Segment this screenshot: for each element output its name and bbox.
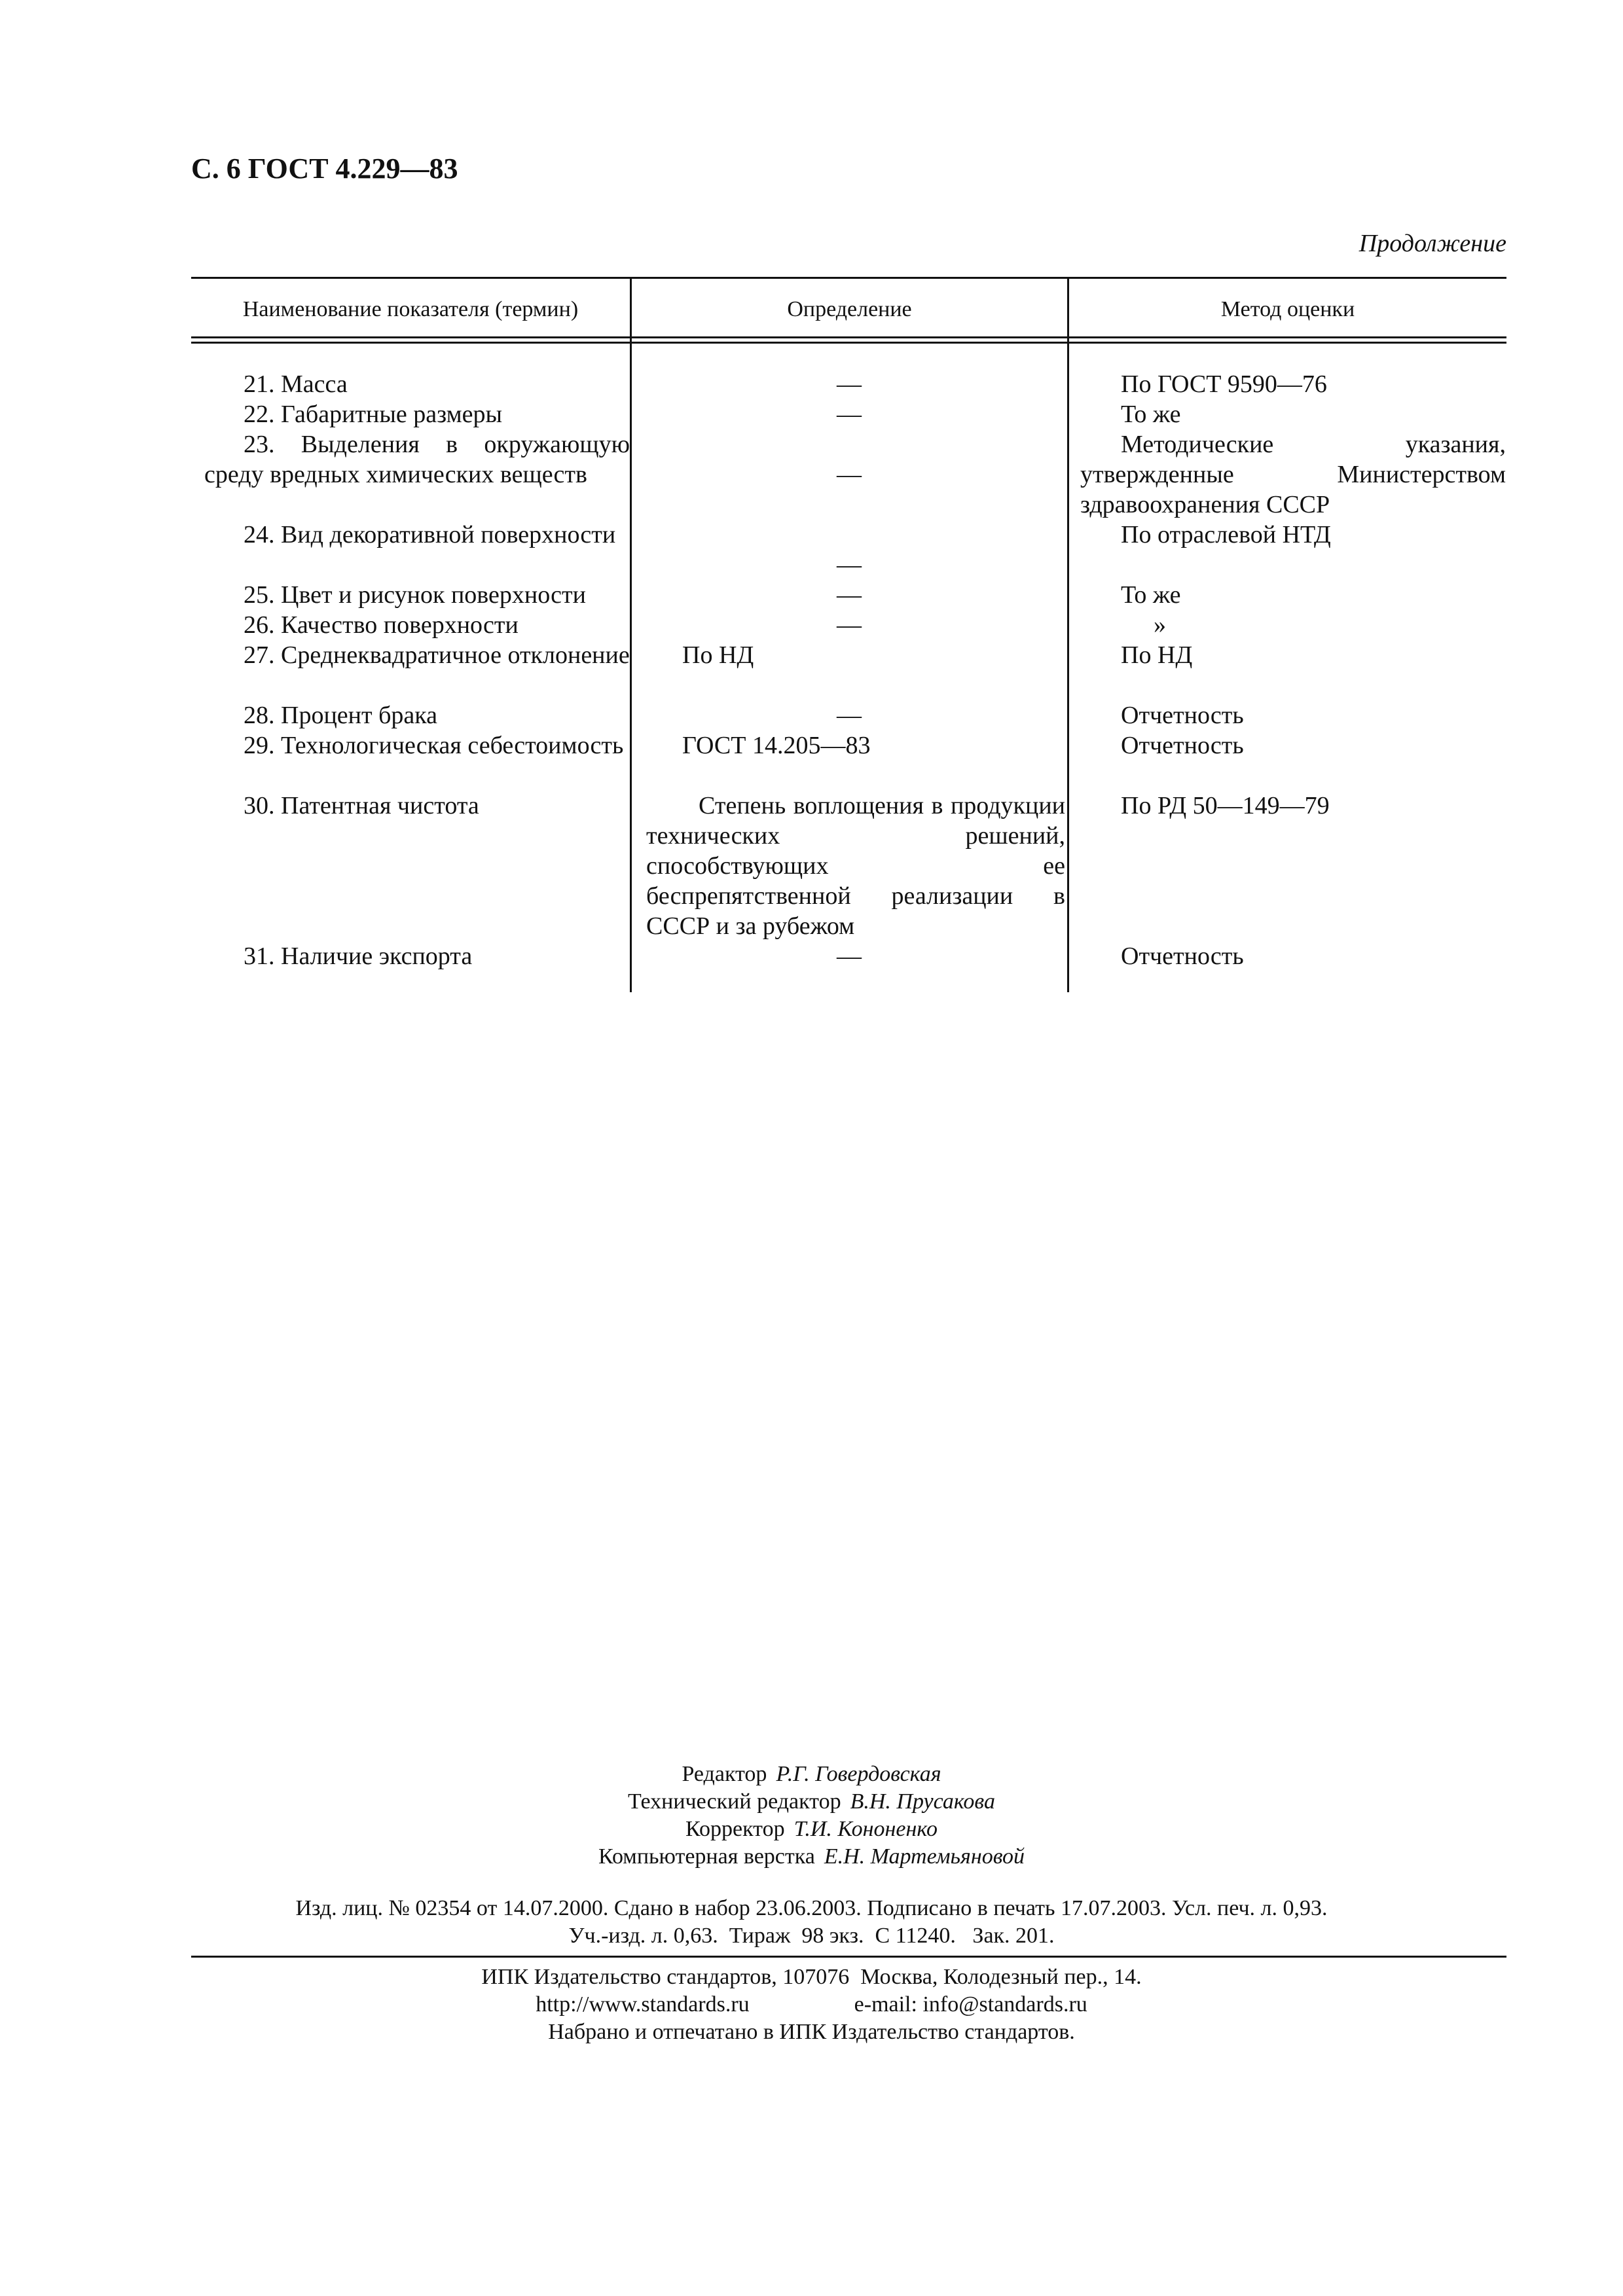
row-21-method: По ГОСТ 9590—76 <box>1121 370 1327 398</box>
row-30-method: По РД 50—149—79 <box>1121 792 1330 819</box>
publisher-website-link[interactable]: http://www.standards.ru <box>536 1992 750 2017</box>
row-27-definition: По НД <box>682 641 754 669</box>
row-31-definition: — <box>837 942 862 970</box>
publisher-links <box>0 1991 1623 2018</box>
row-29-method: Отчетность <box>1121 732 1244 759</box>
publisher-printed-note: Набрано и отпечатано в ИПК Издательство стандартов. <box>548 2020 1075 2044</box>
publisher-address: ИПК Издательство стандартов, 107076 Москва, Колодезный пер., 14. <box>481 1965 1142 1989</box>
row-25-method: То же <box>1121 581 1181 609</box>
row-26-name: 26. Качество поверхности <box>244 611 519 639</box>
row-26-method: » <box>1154 611 1166 639</box>
row-25-definition: — <box>837 581 862 609</box>
publisher-email-link[interactable]: e-mail: info@standards.ru <box>854 1992 1087 2017</box>
header-rule <box>191 336 1506 338</box>
row-24-definition: — <box>837 551 862 579</box>
imprint-block <box>0 1895 1623 1950</box>
row-22-name: 22. Габаритные размеры <box>244 401 503 428</box>
table-top-rule <box>191 277 1506 279</box>
column-header-method: Метод оценки <box>1220 297 1355 321</box>
credit-line: Редактор Р.Г. Говердовская <box>682 1762 941 1786</box>
row-22-method: То же <box>1121 401 1181 428</box>
row-28-definition: — <box>837 702 862 729</box>
row-23-name: 23. Выделения в окружающую среду вредных химических веществ <box>204 431 630 488</box>
row-31-name: 31. Наличие экспорта <box>244 942 473 970</box>
column-header-name: Наименование показателя (термин) <box>242 297 579 321</box>
indicators-table <box>191 277 1506 992</box>
credits-block <box>0 1761 1623 1871</box>
credit-line: Технический редактор В.Н. Прусакова <box>628 1789 995 1814</box>
row-21-name: 21. Масса <box>244 370 348 398</box>
header-rule-second <box>191 342 1506 344</box>
row-27-method: По НД <box>1121 641 1193 669</box>
row-27-name: 27. Среднеквадратичное отклонение <box>244 641 630 669</box>
row-29-definition: ГОСТ 14.205—83 <box>682 732 871 759</box>
row-24-name: 24. Вид декоративной поверхности <box>244 521 616 548</box>
page-header: С. 6 ГОСТ 4.229—83 <box>191 152 458 185</box>
row-30-definition: Степень воплощения в продукции технических решений, способствующих ее беспрепятственной реализации в СССР и за рубежом <box>646 792 1065 940</box>
continuation-label: Продолжение <box>1359 230 1506 257</box>
row-25-name: 25. Цвет и рисунок поверхности <box>244 581 586 609</box>
row-24-method: По отраслевой НТД <box>1121 521 1331 548</box>
imprint-line-2: Уч.-изд. л. 0,63. Тираж 98 экз. С 11240. Зак. 201. <box>568 1924 1055 1948</box>
column-header-definition: Определение <box>787 297 912 321</box>
footer-rule <box>191 1956 1506 1958</box>
publisher-block <box>0 1964 1623 2046</box>
row-22-definition: — <box>837 401 862 428</box>
row-23-method: Методические указания, утвержденные Министерством здравоохранения СССР <box>1080 431 1506 518</box>
row-29-name: 29. Технологическая себестоимость <box>244 732 624 759</box>
row-26-definition: — <box>837 611 862 639</box>
row-23-definition: — <box>837 461 862 488</box>
credit-line: Компьютерная верстка Е.Н. Мартемьяновой <box>598 1844 1025 1869</box>
row-28-method: Отчетность <box>1121 702 1244 729</box>
row-21-definition: — <box>837 370 862 398</box>
row-28-name: 28. Процент брака <box>244 702 438 729</box>
row-30-name: 30. Патентная чистота <box>244 792 479 819</box>
row-31-method: Отчетность <box>1121 942 1244 970</box>
imprint-line-1: Изд. лиц. № 02354 от 14.07.2000. Сдано в набор 23.06.2003. Подписано в печать 17.07.2003. Усл. печ. л. 0,93. <box>295 1896 1328 1920</box>
credit-line: Корректор Т.И. Кононенко <box>685 1817 938 1841</box>
